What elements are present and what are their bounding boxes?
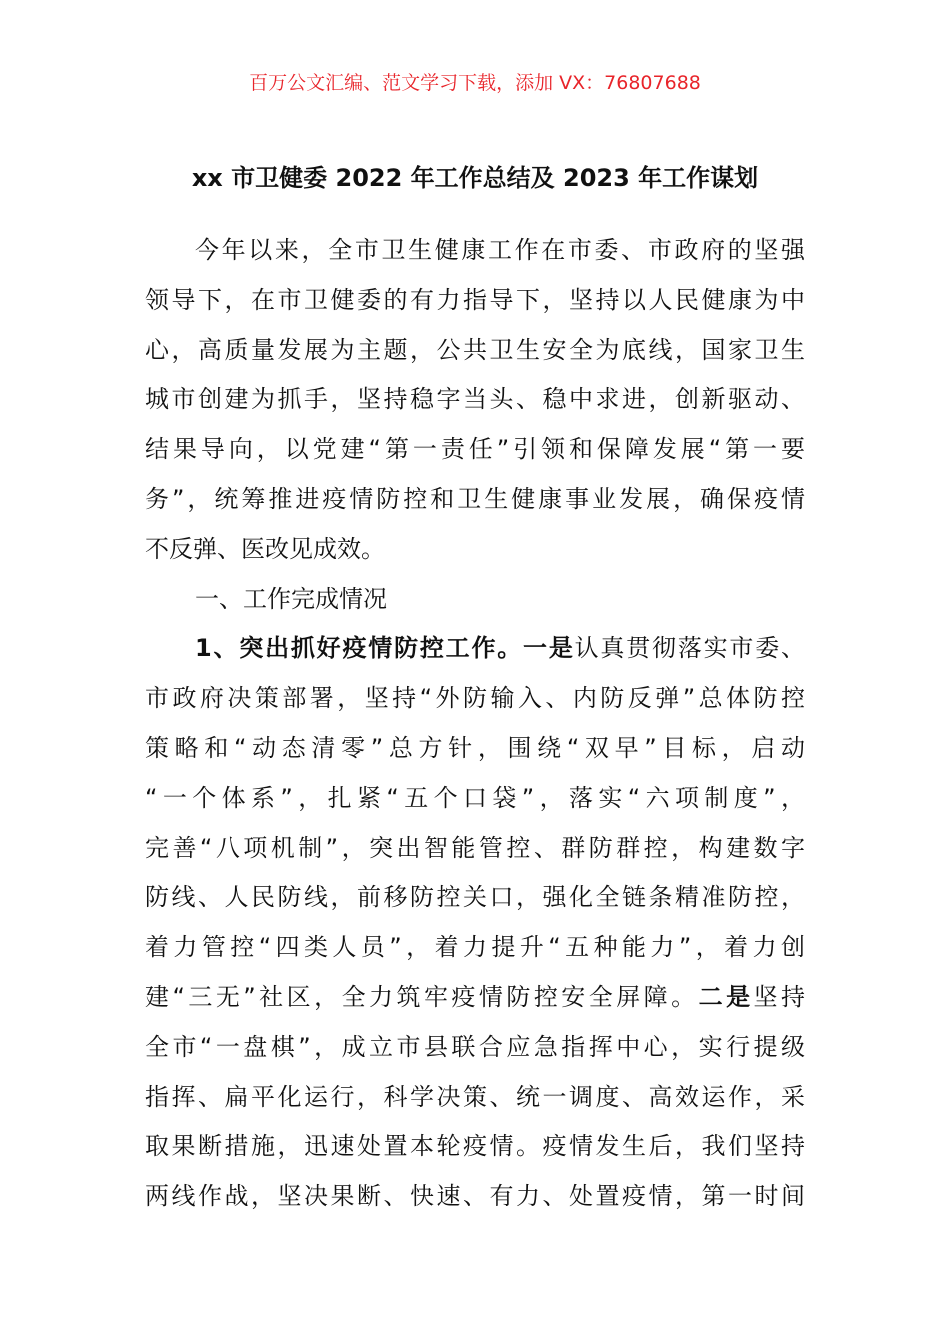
text-line: 指挥、扁平化运行，科学决策、统一调度、高效运作，采 [145,1082,805,1111]
text-run: 认真贯彻落实市委、 [574,634,806,663]
section-heading: 一、工作完成情况 [195,584,387,613]
text-line: 今年以来，全市卫生健康工作在市委、市政府的坚强 [195,236,805,264]
text-line: 取果断措施，迅速处置本轮疫情。疫情发生后，我们坚持 [145,1132,805,1161]
text-line: 完善“八项机制”，突出智能管控、群防群控，构建数字 [145,833,805,862]
text-line [145,628,805,678]
text-line: 两线作战，坚决果断、快速、有力、处置疫情，第一时间 [145,1182,805,1211]
document-body [145,230,805,1226]
text-line: 心，高质量发展为主题，公共卫生安全为底线，国家卫生 [145,335,805,364]
text-line: 着力管控“四类人员”，着力提升“五种能力”，着力创 [145,933,805,962]
text-run: 坚持 [753,982,806,1011]
download-banner: 百万公文汇编、范文学习下载，添加 VX：76807688 [249,72,701,94]
text-line: “一个体系”，扎紧“五个口袋”，落实“六项制度”， [145,783,805,812]
bold-lead: 1、突出抓好疫情防控工作。一是 [195,634,575,663]
bold-lead: 二是 [698,982,754,1011]
text-line: 策略和“动态清零”总方针，围绕“双早”目标，启动 [145,733,805,762]
text-run: 建“三无”社区，全力筑牢疫情防控安全屏障。 [145,982,699,1011]
text-line: 不反弹、医改见成效。 [145,534,385,563]
text-line: 全市“一盘棋”，成立市县联合应急指挥中心，实行提级 [145,1032,805,1061]
text-line: 城市创建为抓手，坚持稳字当头、稳中求进，创新驱动、 [145,385,805,414]
text-line: 市政府决策部署，坚持“外防输入、内防反弹”总体防控 [145,684,805,713]
text-line: 务”，统筹推进疫情防控和卫生健康事业发展，确保疫情 [145,484,805,513]
text-line [145,977,805,1027]
text-line: 结果导向，以党建“第一责任”引领和保障发展“第一要 [145,435,805,464]
text-line: 防线、人民防线，前移防控关口，强化全链条精准防控， [145,883,805,912]
document-title: xx 市卫健委 2022 年工作总结及 2023 年工作谋划 [191,164,759,192]
text-line: 领导下，在市卫健委的有力指导下，坚持以人民健康为中 [145,285,805,314]
